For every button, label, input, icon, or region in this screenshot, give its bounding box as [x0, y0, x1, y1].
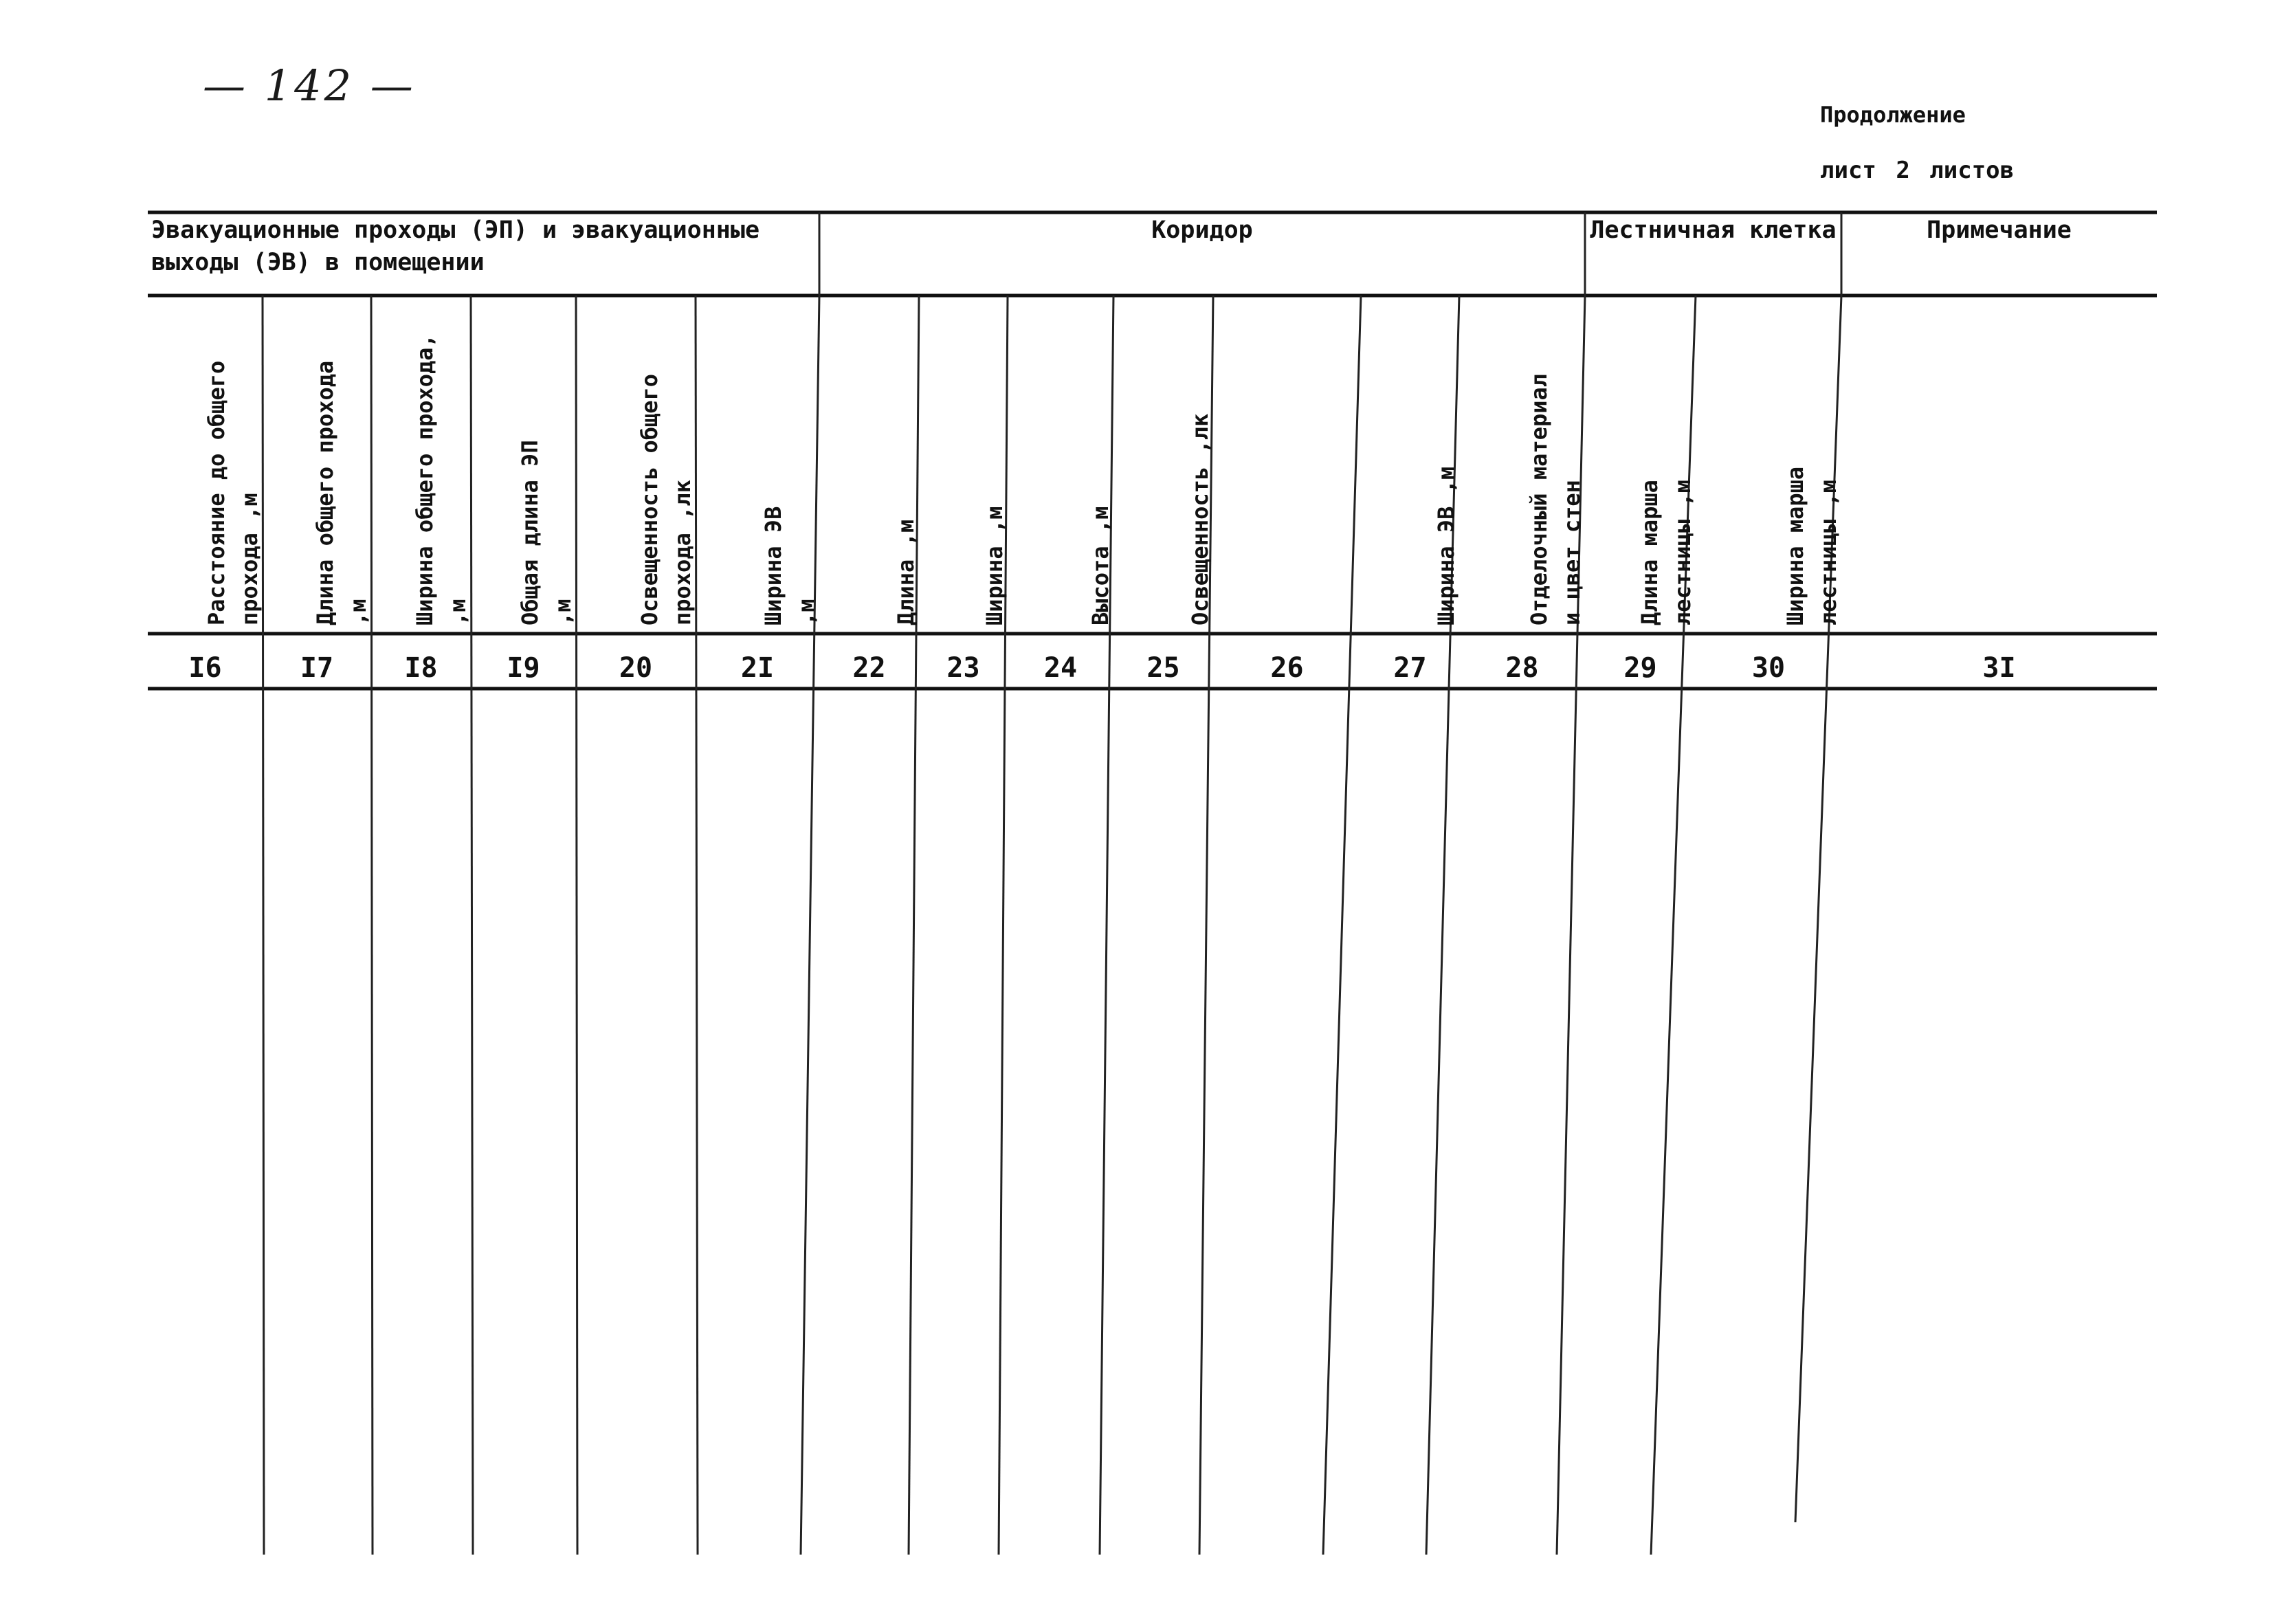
col-25-number: 25	[1146, 652, 1180, 684]
col-17-header-line-1: Длина общего прохода	[312, 360, 338, 625]
col-19-number: I9	[507, 652, 540, 684]
sheet-label: лист 2 листов	[1820, 157, 2015, 184]
col-18-header	[371, 302, 471, 625]
group-note-header: Примечание	[1927, 216, 2072, 244]
col-21-header	[696, 302, 819, 625]
continuation-label: Продолжение	[1820, 102, 1966, 128]
col-29-header	[1585, 302, 1696, 625]
col-18-number: I8	[404, 652, 438, 684]
page-number: — 142 —	[203, 60, 416, 111]
col-17-header	[263, 302, 371, 625]
col-19-header-line-1: Общая длина ЭП	[517, 440, 543, 625]
col-27-header-line-1: Ширина ЭВ ,м	[1433, 466, 1459, 625]
col-26-number: 26	[1270, 652, 1304, 684]
col-19-header-line-2: ,м	[550, 599, 576, 625]
group-evacuation-header: Эвакуационные проходы (ЭП) и эвакуационные выходы (ЭВ) в помещении	[151, 216, 760, 276]
col-29-number: 29	[1623, 652, 1657, 684]
col-24-number: 24	[1043, 652, 1078, 684]
col-28-header-line-2: и цвет стен	[1559, 480, 1585, 625]
col-30-header-line-2: лестницы ,м	[1815, 480, 1841, 625]
col-21-header-line-1: Ширина ЭВ	[760, 506, 786, 625]
col-30-header	[1696, 302, 1841, 625]
col-25-header-line-1: Освещенность ,лк	[1187, 413, 1213, 625]
col-18-header-line-2: ,м	[445, 599, 471, 625]
col-22-header-line-1: Длина ,м	[893, 519, 919, 625]
col-20-header	[576, 302, 696, 625]
col-17-number: I7	[300, 652, 334, 684]
col-28-number: 28	[1505, 652, 1539, 684]
col-22-number: 22	[852, 652, 886, 684]
col-17-header-line-2: ,м	[345, 599, 371, 625]
col-22-header	[819, 302, 919, 625]
col-27-number: 27	[1393, 652, 1427, 684]
col-20-number: 20	[619, 652, 653, 684]
col-27-header	[1361, 302, 1459, 625]
col-18-header-line-1: Ширина общего прохода,	[412, 334, 438, 625]
col-16-header-line-1: Расстояние до общего	[203, 360, 230, 625]
col-25-header	[1113, 302, 1213, 625]
col-29-header-line-1: Длина марша	[1637, 480, 1663, 625]
col-19-header	[471, 302, 576, 625]
col-31-number: 3I	[1982, 652, 2016, 684]
col-16-header	[148, 302, 263, 625]
col-16-number: I6	[188, 652, 222, 684]
group-corridor-header: Коридор	[1151, 216, 1253, 244]
col-23-header-line-1: Ширина ,м	[982, 506, 1008, 625]
col-30-number: 30	[1751, 652, 1786, 684]
col-23-header	[919, 302, 1008, 625]
col-28-header-line-1: Отделочный материал	[1526, 373, 1552, 625]
col-24-header	[1008, 302, 1113, 625]
col-24-header-line-1: Высота ,м	[1087, 506, 1113, 625]
col-16-header-line-2: прохода ,м	[236, 493, 263, 625]
col-30-header-line-1: Ширина марша	[1782, 466, 1808, 625]
col-20-header-line-1: Освещенность общего	[636, 373, 663, 625]
col-26-header	[1213, 302, 1361, 625]
col-29-header-line-2: лестницы ,м	[1670, 480, 1696, 625]
group-staircase-header: Лестничная клетка	[1590, 216, 1837, 244]
col-21-header-line-2: ,м	[793, 599, 819, 625]
col-28-header	[1459, 302, 1585, 625]
col-21-number: 2I	[740, 652, 775, 684]
col-31-header	[1841, 302, 2157, 625]
col-20-header-line-2: прохода ,лк	[669, 480, 696, 625]
col-23-number: 23	[946, 652, 980, 684]
